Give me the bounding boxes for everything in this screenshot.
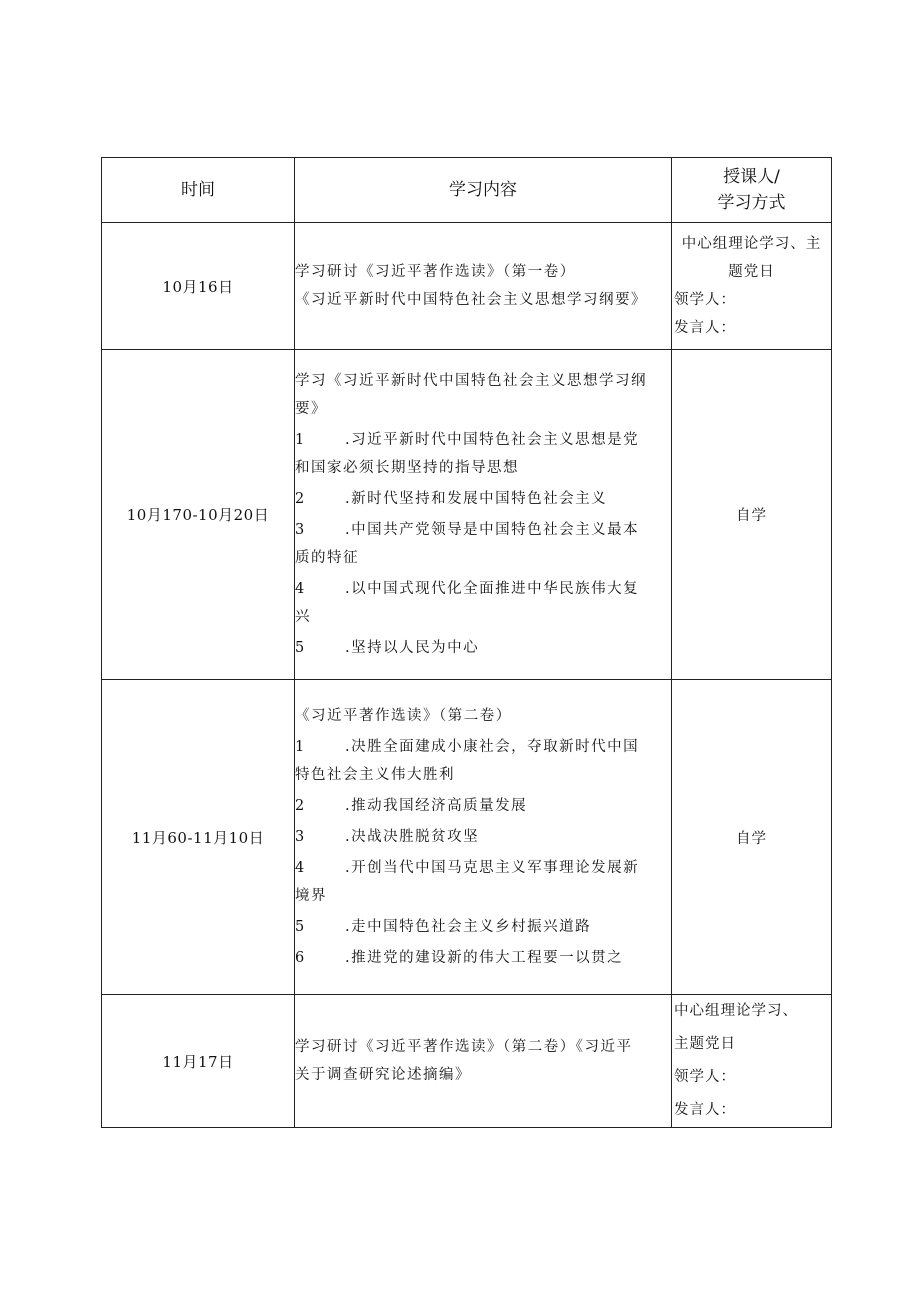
- list-item: 5 .走中国特色社会主义乡村振兴道路: [295, 919, 592, 935]
- list-item: 1 .习近平新时代中国特色社会主义思想是党 和国家必须长期坚持的指导思想: [295, 432, 640, 476]
- header-method: [672, 158, 832, 223]
- study-plan-table: [101, 157, 832, 1128]
- header-method-line1: 授课人/: [723, 167, 780, 187]
- row-date: 10月170-10月20日: [102, 350, 295, 680]
- list-item: 4 .开创当代中国马克思主义军事理论发展新 境界: [295, 860, 640, 904]
- header-method-line2: 学习方式: [717, 193, 786, 213]
- table-row: [102, 223, 832, 350]
- list-item: 2 .新时代坚持和发展中国特色社会主义: [295, 491, 608, 507]
- header-content: 学习内容: [295, 158, 672, 223]
- list-item: 5 .坚持以人民为中心: [295, 640, 480, 656]
- list-item: 3 .决战决胜脱贫攻坚: [295, 829, 480, 845]
- row-date: 10月16日: [102, 223, 295, 350]
- row-content: 《习近平著作选读》（第二卷） 1 .决胜全面建成小康社会，夺取新时代中国 特色社会主义伟大胜利 2 .推动我国经济高质量发展 3 .决战决胜脱贫攻坚 4 .开创当代中国马克思主义军事理论发展新 境界 5 .走中国特色社会主义乡村振兴道路 6 .推进党的建设新的伟大工程要一以贯之: [295, 680, 672, 995]
- row-content: 学习《习近平新时代中国特色社会主义思想学习纲 要》 1 .习近平新时代中国特色社会主义思想是党 和国家必须长期坚持的指导思想 2 .新时代坚持和发展中国特色社会主义 3 .中国共产党领导是中国特色社会主义最本 质的特征 4 .以中国式现代化全面推进中华民族伟大复 兴 5 .坚持以人民为中心: [295, 350, 672, 680]
- header-time: 时间: [102, 158, 295, 223]
- speaker-label: 发言人：: [674, 1102, 736, 1118]
- leader-label: 领学人：: [674, 1069, 736, 1085]
- row-date: 11月17日: [102, 995, 295, 1128]
- table-row: [102, 995, 832, 1128]
- speaker-label: 发言人：: [674, 320, 736, 336]
- list-item: 6 .推进党的建设新的伟大工程要一以贯之: [295, 950, 624, 966]
- list-item: 3 .中国共产党领导是中国特色社会主义最本 质的特征: [295, 522, 640, 566]
- row-content: 学习研讨《习近平著作选读》（第二卷）《习近平 关于调查研究论述摘编》: [295, 995, 672, 1128]
- list-item: 1 .决胜全面建成小康社会，夺取新时代中国 特色社会主义伟大胜利: [295, 739, 640, 783]
- table-row: [102, 680, 832, 995]
- row-method: 中心组理论学习、 主题党日 领学人： 发言人：: [672, 995, 832, 1128]
- row-content: 学习研讨《习近平著作选读》（第一卷） 《习近平新时代中国特色社会主义思想学习纲要》: [295, 223, 672, 350]
- list-item: 2 .推动我国经济高质量发展: [295, 798, 528, 814]
- row-method: 自学: [672, 680, 832, 995]
- row-date: 11月60-11月10日: [102, 680, 295, 995]
- leader-label: 领学人：: [674, 292, 736, 308]
- row-method: 自学: [672, 350, 832, 680]
- header-row: [102, 158, 832, 223]
- table-row: [102, 350, 832, 680]
- list-item: 4 .以中国式现代化全面推进中华民族伟大复 兴: [295, 581, 640, 625]
- row-method: 中心组理论学习、主 题党日 领学人： 发言人：: [672, 223, 832, 350]
